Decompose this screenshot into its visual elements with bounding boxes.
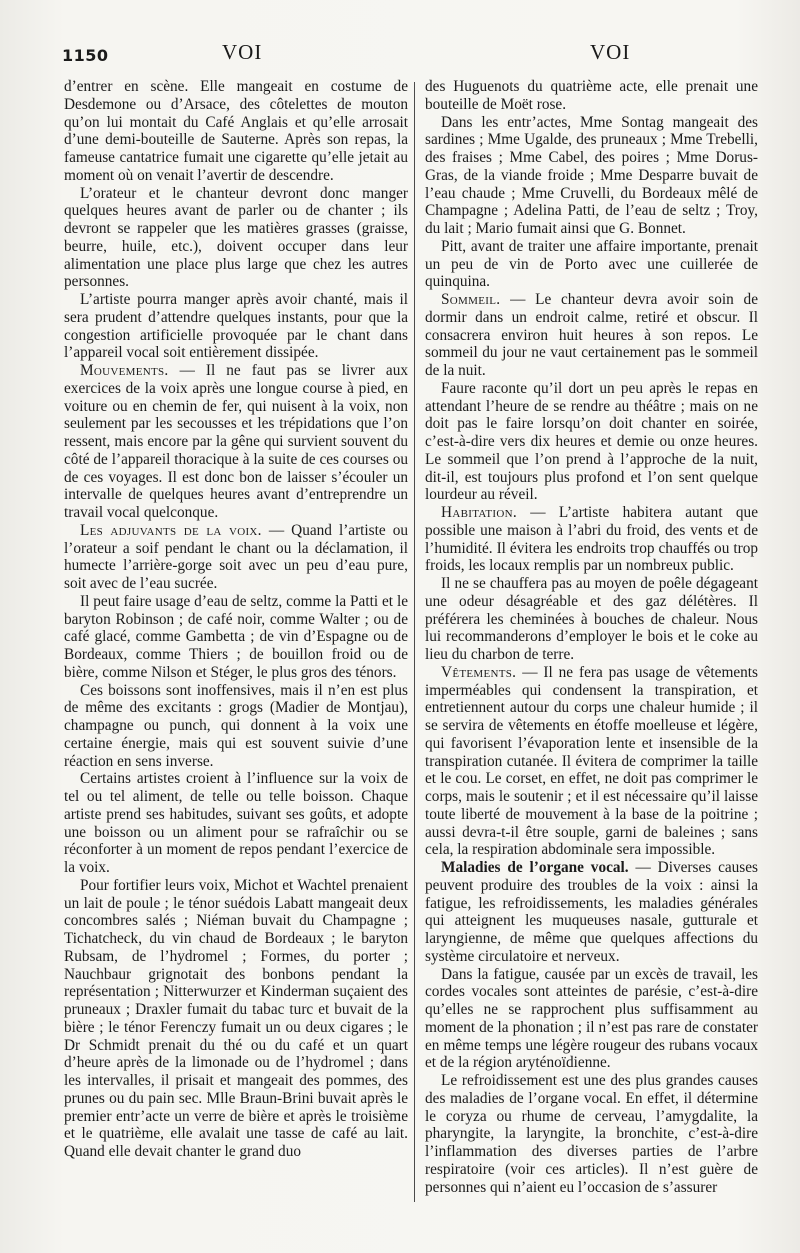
right-running-title: VOI	[590, 40, 631, 64]
paragraph: L’orateur et le chanteur devront donc manger quelques heures avant de parler ou de chanter ; ils devront se rappeler que les matières grasses (graisse, beurre, huile, etc.), doivent occuper dans leur alimentation une place plus large que chez les autres personnes.	[64, 184, 408, 291]
section-heading: Mouvements.	[80, 362, 169, 379]
paragraph: Le refroidissement est une des plus grandes causes des maladies de l’organe vocal. En effet, il détermine le coryza ou rhume de cerveau, l’amygdalite, la pharyngite, la laryngite, la bronchite, c’est-à-dire l’inflammation des diverses parties de l’arbre respiratoire (voir ces articles). Il n’est guère de personnes qui n’aient eu l’occasion de s’assurer	[425, 1072, 758, 1196]
running-header	[62, 40, 778, 76]
paragraph	[425, 859, 758, 966]
paragraph: Il ne se chauffera pas au moyen de poêle dégageant une odeur désagréable et des gaz délétères. Il préférera les cheminées à bouches de chaleur. Nous lui recommanderons d’employer le bois et le coke au lieu du charbon de terre.	[425, 575, 758, 663]
paragraph: Certains artistes croient à l’influence sur la voix de tel ou tel aliment, de telle ou telle boisson. Chaque artiste prend ses habitudes, suivant ses goûts, et adopte une boisson ou un aliment pour se rafraîchir ou se réconforter à un moment de repos pendant l’exercice de la voix.	[64, 770, 408, 876]
section-heading: Vêtements.	[441, 663, 517, 681]
paragraph: L’artiste pourra manger après avoir chanté, mais il sera prudent d’attendre quelques instants, pour que la congestion artificielle provoquée par le chant dans l’appareil vocal soit entièrement dissipée.	[64, 291, 408, 362]
paragraph: Pour fortifier leurs voix, Michot et Wachtel prenaient un lait de poule ; le ténor suédois Labatt mangeait deux concombres salés ; Niéman buvait du Champagne ; Tichatcheck, du vin chaud de Bordeaux ; le baryton Rubsam, de l’hydromel ; Formes, du porter ; Nauchbaur grignotait des bonbons pendant la représentation ; Nitterwurzer et Kinderman suçaient des pruneaux ; Draxler fumait du tabac turc et buvait de la bière ; le ténor Ferenczy fumait un ou deux cigares ; le Dr Schmidt prenait du thé ou du café et un quart d’heure après de la limonade ou de l’hydromel ; dans les intervalles, il prisait et mangeait des pommes, des prunes ou du pain sec. Mlle Braun-Brini buvait après le premier entr’acte un verre de bière et après le troisième et le quatrième, elle avalait une tasse de café au lait. Quand elle devait chanter le grand duo	[64, 876, 408, 1160]
paragraph: Il peut faire usage d’eau de seltz, comme la Patti et le baryton Robinson ; de café noir, comme Walter ; ou de café glacé, comme Gambetta ; de vin d’Espagne ou de Bordeaux, comme Thiers ; de bouillon froid ou de bière, comme Nilson et Stéger, le plus gros des ténors.	[64, 592, 408, 681]
paragraph: Faure raconte qu’il dort un peu après le repas en attendant l’heure de se rendre au théâtre ; mais on ne doit pas le faire lorsqu’on doit chanter en soirée, c’est-à-dire vers dix heures et demie ou onze heures. Le sommeil que l’on prend à l’approche de la nuit, dit-il, est toujours plus profond et l’on sent quelque lourdeur au réveil.	[425, 379, 758, 504]
paragraph	[425, 664, 758, 859]
paragraph-text: — Il ne faut pas se livrer aux exercices de la voix après une longue course à pied, en voiture ou en chemin de fer, qui nuisent à la voix, non seulement par les secousses et les trépidations que l’on ressent, mais encore par la gêne qui survient souvent du côté de l’appareil thoracique à la suite de ces courses ou de ces voyages. Il est donc bon de laisser s’écouler un intervalle de quelques heures avant d’entreprendre un travail vocal quelconque.	[64, 362, 408, 521]
paragraph	[425, 291, 758, 380]
paragraph-text: — Quand l’artiste ou l’orateur a soif pendant le chant ou la déclamation, il humecte l’arrière-gorge soit avec un peu d’eau pure, soit avec de l’eau sucrée.	[64, 521, 408, 592]
section-heading: Habitation.	[441, 504, 517, 521]
column-divider	[414, 82, 415, 1202]
paragraph-text: — Diverses causes peuvent produire des troubles de la voix : ainsi la fatigue, les refroidissements, les maladies générales qui atteignent les muqueuses nasale, gutturale et laryngienne, de même que quelques affections du système circulatoire et nerveux.	[425, 859, 758, 965]
paragraph: d’entrer en scène. Elle mangeait en costume de Desdemone ou d’Arsace, des côtelettes de mouton qu’on lui montait du Café Anglais et qu’elle arrosait d’une demi-bouteille de Sauterne. Après son repas, la fameuse cantatrice fumait une cigarette qu’elle jetait au moment où on venait l’avertir de descendre.	[64, 78, 408, 184]
paragraph	[425, 504, 758, 575]
paragraph	[64, 362, 408, 522]
left-running-title: VOI	[222, 40, 263, 64]
paragraph: Ces boissons sont inoffensives, mais il n’en est plus de même des excitants : grogs (Madier de Montjau), champagne ou punch, qui donnent à la voix une certaine énergie, mais qui est souvent suivie d’une réaction en sens inverse.	[64, 681, 408, 770]
left-column	[64, 78, 408, 1208]
paragraph	[64, 522, 408, 593]
paragraph-text: — L’artiste habitera autant que possible une maison à l’abri du froid, des vents et de l’humidité. Il évitera les endroits trop chauffés ou trop froids, les locaux remplis par un nombreux public.	[425, 504, 758, 575]
paragraph: Dans la fatigue, causée par un excès de travail, les cordes vocales sont atteintes de parésie, c’est-à-dire qu’elles ne se rapprochent plus suffisamment au moment de la phonation ; il n’est pas rare de constater en même temps une légère rougeur des rubans vocaux et de la région aryténoïdienne.	[425, 965, 758, 1072]
paragraph: Pitt, avant de traiter une affaire importante, prenait un peu de vin de Porto avec une cuillerée de quinquina.	[425, 237, 758, 291]
section-heading: Sommeil.	[441, 291, 501, 308]
section-heading: Les adjuvants de la voix.	[80, 521, 262, 539]
right-column	[425, 78, 758, 1208]
paragraph: Dans les entr’actes, Mme Sontag mangeait des sardines ; Mme Ugalde, des pruneaux ; Mme Trebelli, des fraises ; Mme Cabel, des poires ; Mme Dorus-Gras, de la viande froide ; Mme Desparre buvait de l’eau chaude ; Mme Cruvelli, du Bordeaux mêlé de Champagne ; Adelina Patti, de l’eau de seltz ; Troy, du lait ; Mario fumait ainsi que G. Bonnet.	[425, 113, 758, 237]
page-number: 1150	[62, 46, 109, 65]
paragraph: des Huguenots du quatrième acte, elle prenait une bouteille de Moët rose.	[425, 78, 758, 113]
paragraph-text: — Il ne fera pas usage de vêtements imperméables qui condensent la transpiration, et entretiennent autour du corps une chaleur humide ; il se servira de vêtements en étoffe moelleuse et légère, qui favorisent l’évaporation lente et insensible de la transpiration cutanée. Il évitera de comprimer la taille et le cou. Le corset, en effet, ne doit pas comprimer le corps, mais le soutenir ; et il est nécessaire qu’il laisse toute liberté de mouvement à la base de la poitrine ; aussi devra-t-il être souple, garni de baleines ; sans cela, la respiration abdominale sera impossible.	[425, 663, 758, 859]
paragraph-text: — Le chanteur devra avoir soin de dormir dans un endroit calme, retiré et obscur. Il consacrera environ huit heures à son repos. Le sommeil du jour ne vaut certainement pas le sommeil de la nuit.	[425, 291, 758, 379]
section-heading: Maladies de l’organe vocal.	[441, 859, 629, 876]
